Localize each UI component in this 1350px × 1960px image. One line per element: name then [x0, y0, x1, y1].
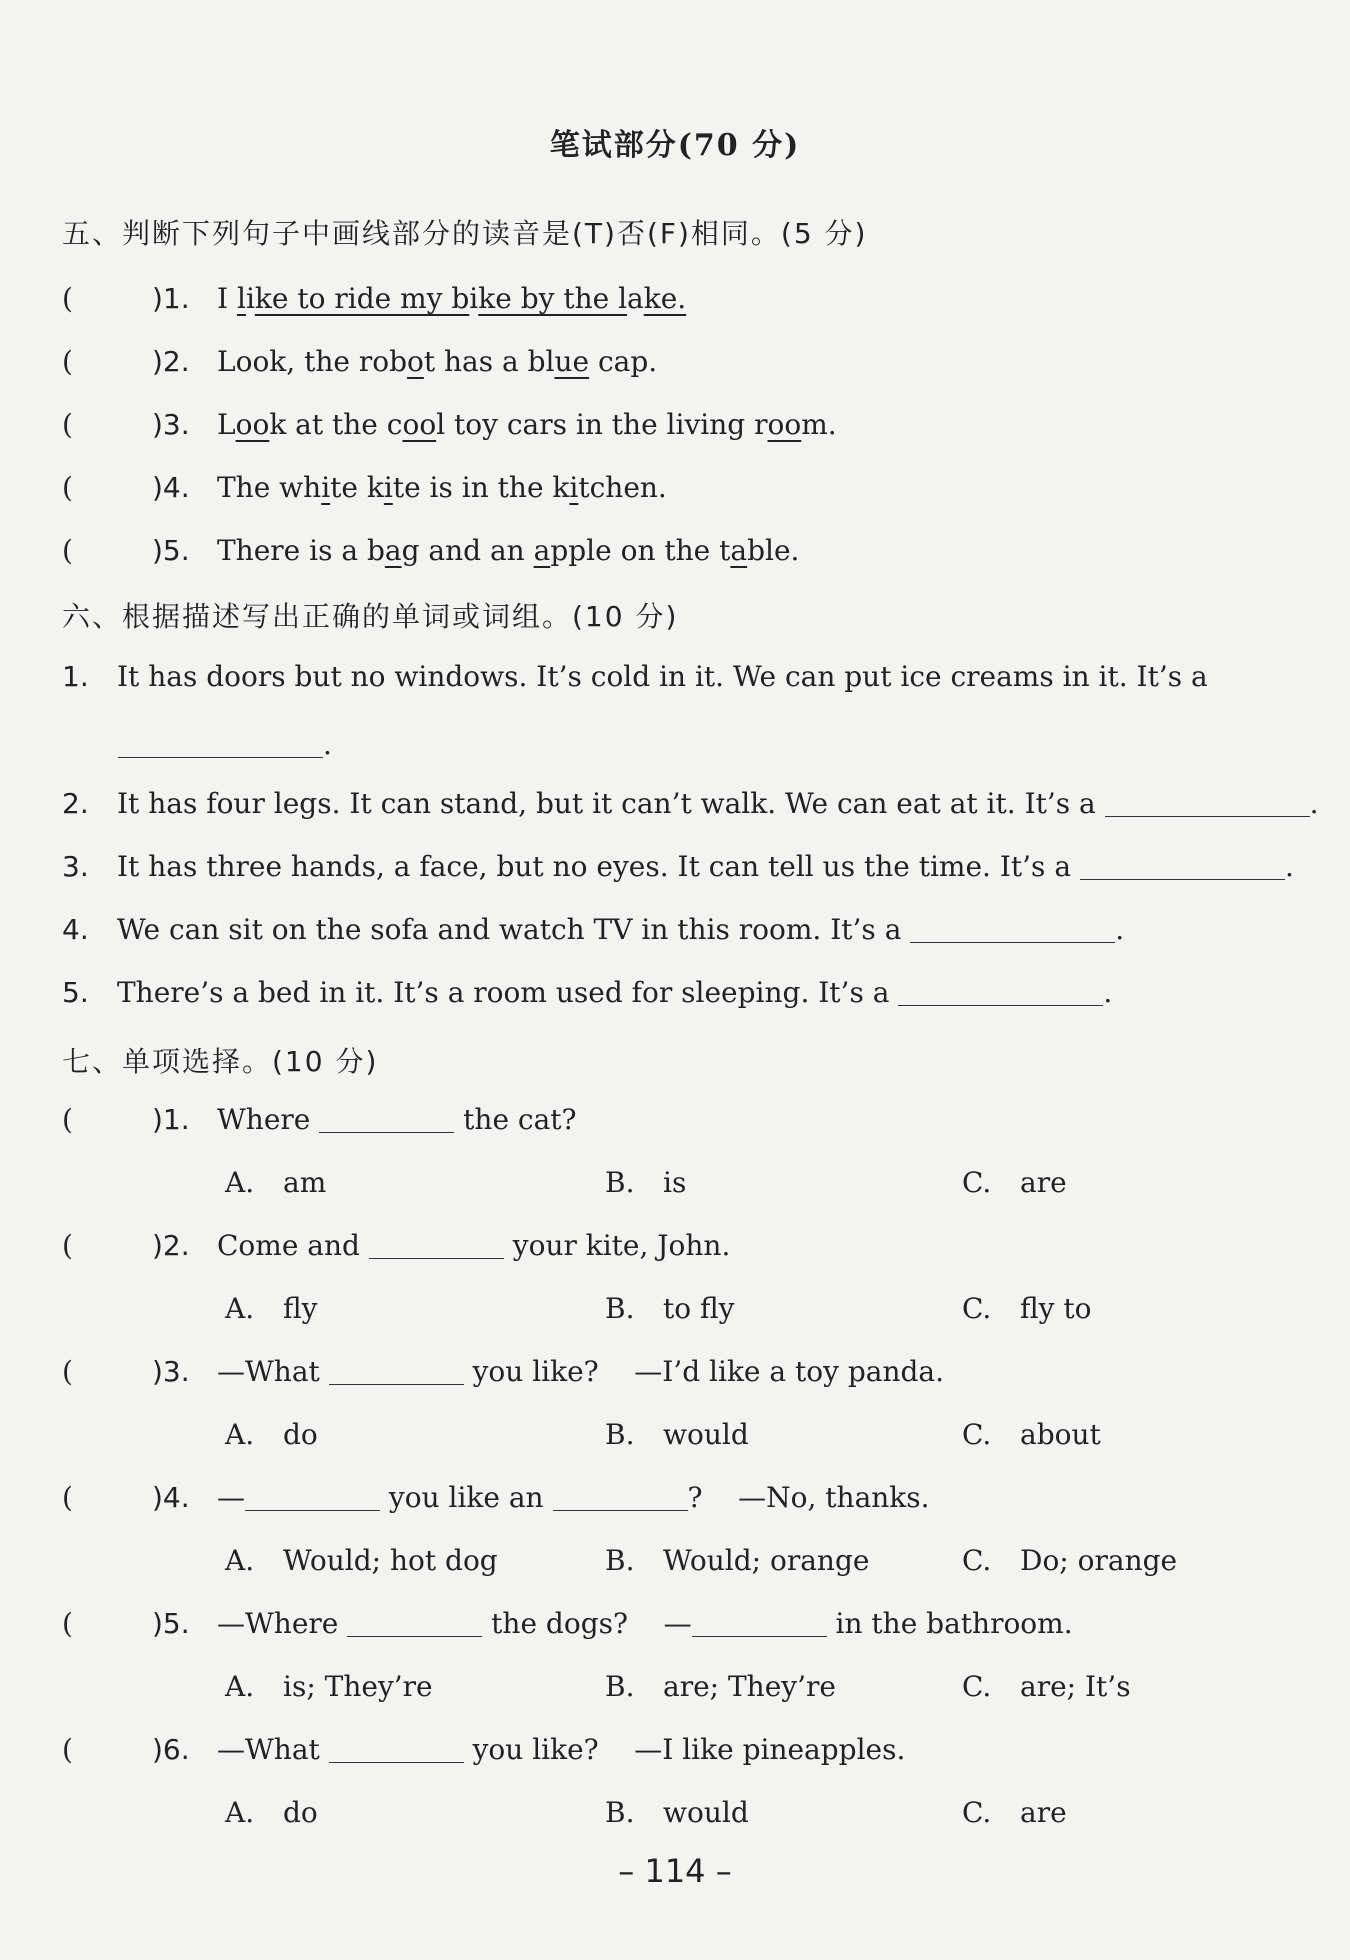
s7-question-6: ( )6. —What you like? —I like pineapples. [62, 1733, 906, 1766]
s7-q4-option-c[interactable]: C. Do; orange [962, 1544, 1178, 1577]
s7-question-5: ( )5. —Where the dogs? — in the bathroom. [62, 1607, 1073, 1640]
s7-q1-option-c[interactable]: C. are [962, 1166, 1067, 1199]
s7-q3-option-b[interactable]: B. would [605, 1418, 749, 1451]
section7-heading: 七、单项选择。(10 分) [62, 1045, 379, 1078]
s7-question-3: ( )3. —What you like? —I’d like a toy panda. [62, 1355, 944, 1388]
s7-q2-option-b[interactable]: B. to fly [605, 1292, 735, 1325]
s7-q5-option-a[interactable]: A. is; They’re [225, 1670, 433, 1703]
section6-heading: 六、根据描述写出正确的单词或词组。(10 分) [62, 600, 679, 633]
answer-blank[interactable] [898, 977, 1103, 1006]
s7-q1-option-b[interactable]: B. is [605, 1166, 687, 1199]
answer-blank[interactable] [369, 1230, 504, 1259]
s7-q4-option-b[interactable]: B. Would; orange [605, 1544, 870, 1577]
answer-blank[interactable] [692, 1608, 827, 1637]
s7-q4-option-a[interactable]: A. Would; hot dog [225, 1544, 498, 1577]
s7-q5-option-c[interactable]: C. are; It’s [962, 1670, 1131, 1703]
s6-item-2: 2. It has four legs. It can stand, but it can’t walk. We can eat at it. It’s a . [62, 787, 1319, 820]
s5-item-2: ( )2. Look, the robot has a blue cap. [62, 345, 658, 378]
s6-item-1: 1. It has doors but no windows. It’s cold in it. We can put ice creams in it. It’s a [62, 660, 1208, 693]
answer-blank[interactable] [1080, 851, 1285, 880]
s5-item-4: ( )4. The white kite is in the kitchen. [62, 471, 667, 504]
answer-blank[interactable] [347, 1608, 482, 1637]
s7-q3-option-c[interactable]: C. about [962, 1418, 1101, 1451]
s7-q2-option-c[interactable]: C. fly to [962, 1292, 1092, 1325]
answer-blank[interactable] [1105, 788, 1310, 817]
s7-q2-option-a[interactable]: A. fly [225, 1292, 318, 1325]
s7-question-2: ( )2. Come and your kite, John. [62, 1229, 731, 1262]
s5-item-5: ( )5. There is a bag and an apple on the table. [62, 534, 800, 567]
s7-q6-option-c[interactable]: C. are [962, 1796, 1067, 1829]
answer-blank[interactable] [910, 914, 1115, 943]
page-number: – 114 – [618, 1852, 732, 1890]
s7-q3-option-a[interactable]: A. do [225, 1418, 318, 1451]
s5-item-3: ( )3. Look at the cool toy cars in the living room. [62, 408, 837, 441]
answer-blank[interactable] [329, 1356, 464, 1385]
s6-item-3: 3. It has three hands, a face, but no eyes. It can tell us the time. It’s a . [62, 850, 1294, 883]
s6-item-5: 5. There’s a bed in it. It’s a room used for sleeping. It’s a . [62, 976, 1113, 1009]
answer-blank[interactable] [319, 1104, 454, 1133]
s5-item-1: ( )1. I like to ride my bike by the lake. [62, 282, 687, 315]
s7-q1-option-a[interactable]: A. am [225, 1166, 327, 1199]
answer-blank[interactable] [118, 729, 323, 758]
s7-question-1: ( )1. Where the cat? [62, 1103, 577, 1136]
s6-item-4: 4. We can sit on the sofa and watch TV in this room. It’s a . [62, 913, 1125, 946]
page-title: 笔试部分(70 分) [549, 128, 801, 163]
s7-q6-option-b[interactable]: B. would [605, 1796, 749, 1829]
answer-blank[interactable] [329, 1734, 464, 1763]
s7-question-4: ( )4. — you like an ? —No, thanks. [62, 1481, 930, 1514]
s6-item-1-answer[interactable]: . [118, 728, 332, 761]
answer-blank[interactable] [245, 1482, 380, 1511]
answer-blank[interactable] [553, 1482, 688, 1511]
s7-q6-option-a[interactable]: A. do [225, 1796, 318, 1829]
s7-q5-option-b[interactable]: B. are; They’re [605, 1670, 836, 1703]
section5-heading: 五、判断下列句子中画线部分的读音是(T)否(F)相同。(5 分) [62, 217, 868, 250]
